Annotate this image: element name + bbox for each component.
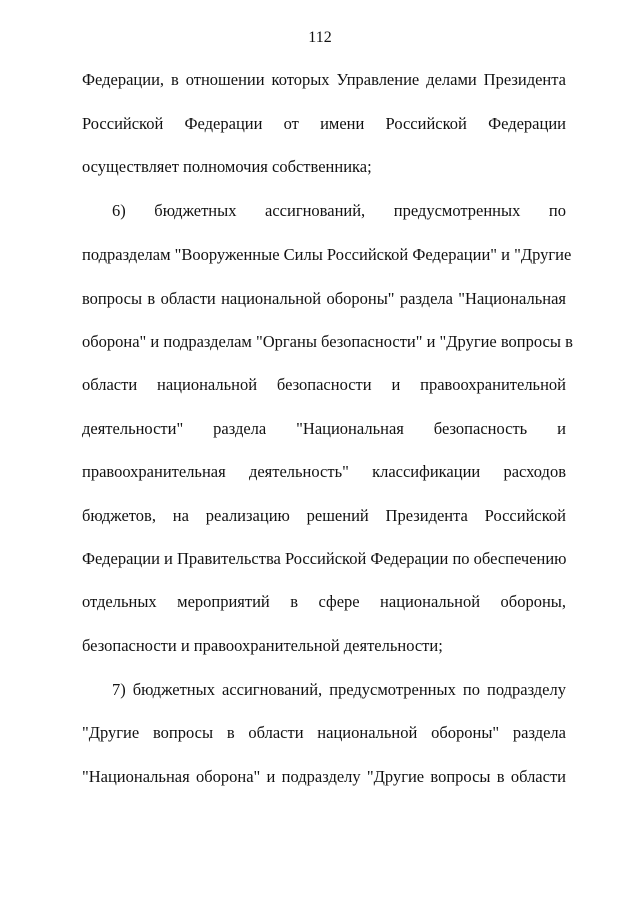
text-line: Российской Федерации от имени Российской Федерации <box>82 114 566 133</box>
text-line: вопросы в области национальной обороны" раздела "Национальная <box>82 289 566 308</box>
text-line: правоохранительная деятельность" классификации расходов <box>82 462 566 481</box>
text-line: "Другие вопросы в области национальной обороны" раздела <box>82 723 566 742</box>
page-number: 112 <box>308 29 332 46</box>
text-line: бюджетов, на реализацию решений Президента Российской <box>82 506 566 525</box>
text-line: оборона" и подразделам "Органы безопасности" и "Другие вопросы в <box>82 332 573 351</box>
text-line: "Национальная оборона" и подразделу "Другие вопросы в области <box>82 767 566 786</box>
text-line: подразделам "Вооруженные Силы Российской Федерации" и "Другие <box>82 245 572 264</box>
text-line: 6) бюджетных ассигнований, предусмотренных по <box>112 201 566 220</box>
text-line: осуществляет полномочия собственника; <box>82 157 372 176</box>
text-line: отдельных мероприятий в сфере национальной обороны, <box>82 592 566 611</box>
text-line: 7) бюджетных ассигнований, предусмотренных по подразделу <box>112 680 566 699</box>
text-line: безопасности и правоохранительной деятельности; <box>82 636 443 655</box>
text-line: области национальной безопасности и правоохранительной <box>82 375 566 394</box>
text-line: Федерации и Правительства Российской Федерации по обеспечению <box>82 549 567 568</box>
text-line: Федерации, в отношении которых Управление делами Президента <box>82 70 566 89</box>
text-line: деятельности" раздела "Национальная безопасность и <box>82 419 566 438</box>
